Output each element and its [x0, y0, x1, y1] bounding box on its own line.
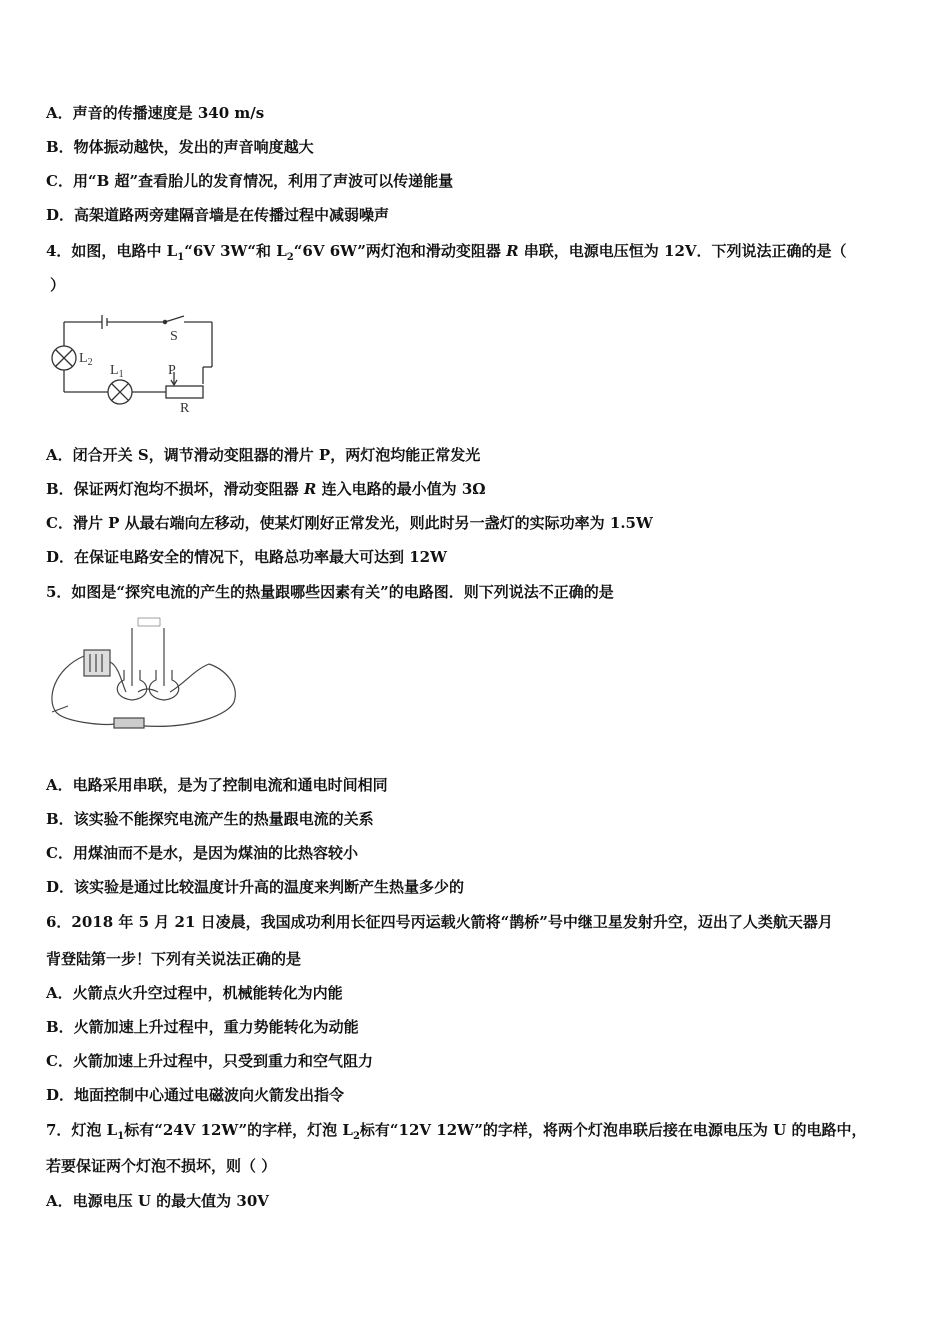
q5-option-d: D．该实验是通过比较温度计升高的温度来判断产生热量多少的 [46, 878, 465, 896]
q7-option-a: A．电源电压 U 的最大值为 30V [46, 1192, 269, 1210]
q5-option-b: B．该实验不能探究电流产生的热量跟电流的关系 [46, 810, 374, 828]
q3-option-b: B．物体振动越快，发出的声音响度越大 [46, 138, 314, 156]
q4-option-b: B．保证两灯泡均不损坏，滑动变阻器 R 连入电路的最小值为 3Ω [46, 480, 486, 498]
q5-option-a: A．电路采用串联，是为了控制电流和通电时间相同 [46, 776, 388, 794]
q5-option-c: C．用煤油而不是水，是因为煤油的比热容较小 [46, 844, 358, 862]
q4-option-d: D．在保证电路安全的情况下，电路总功率最大可达到 12W [46, 548, 447, 566]
lamp1-label: $L_1$ [110, 363, 124, 380]
q6-stem-line1: 6．2018 年 5 月 21 日凌晨，我国成功利用长征四号丙运载火箭将“鹊桥”号中继卫星发射升空，迈出了人类航天器月 [46, 913, 833, 931]
q6-stem-line2: 背登陆第一步！下列有关说法正确的是 [46, 950, 302, 968]
q4-circuit-figure [44, 312, 224, 418]
q4-stem-close: ） [50, 276, 66, 294]
q6-option-d: D．地面控制中心通过电磁波向火箭发出指令 [46, 1086, 345, 1104]
lamp2-label: $L_2$ [79, 351, 93, 368]
q5-apparatus-figure [44, 614, 244, 744]
q7-stem-line2: 若要保证两个灯泡不损坏，则（ ） [46, 1157, 277, 1175]
q7-stem-line1: 7．灯泡 $L_1$标有“24V 12W”的字样，灯泡 $L_2$标有“12V 12W”的字样，将两个灯泡串联后接在电源电压为 U 的电路中， [46, 1121, 867, 1142]
q6-option-c: C．火箭加速上升过程中，只受到重力和空气阻力 [46, 1052, 373, 1070]
slider-label: P [168, 363, 176, 378]
q6-option-a: A．火箭点火升空过程中，机械能转化为内能 [46, 984, 343, 1002]
q3-option-c: C．用“B 超”查看胎儿的发育情况，利用了声波可以传递能量 [46, 172, 454, 190]
q3-option-d: D．高架道路两旁建隔音墙是在传播过程中减弱噪声 [46, 206, 390, 224]
q5-stem: 5．如图是“探究电流的产生的热量跟哪些因素有关”的电路图．则下列说法不正确的是 [46, 583, 614, 601]
q4-option-c: C．滑片 P 从最右端向左移动，使某灯刚好正常发光，则此时另一盏灯的实际功率为 1.5W [46, 514, 653, 532]
q4-stem: 4．如图，电路中 $L_1“6V$ 3W“和 $L_2“6V$ 6W”两灯泡和滑动变阻器 R 串联，电源电压恒为 12V．下列说法正确的是（ [46, 242, 847, 263]
q4-option-a: A．闭合开关 S，调节滑动变阻器的滑片 P，两灯泡均能正常发光 [46, 446, 481, 464]
q6-option-b: B．火箭加速上升过程中，重力势能转化为动能 [46, 1018, 359, 1036]
q3-option-a: A．声音的传播速度是 340 m/s [46, 104, 265, 122]
resistor-label: R [180, 401, 190, 416]
switch-label: S [170, 329, 178, 344]
